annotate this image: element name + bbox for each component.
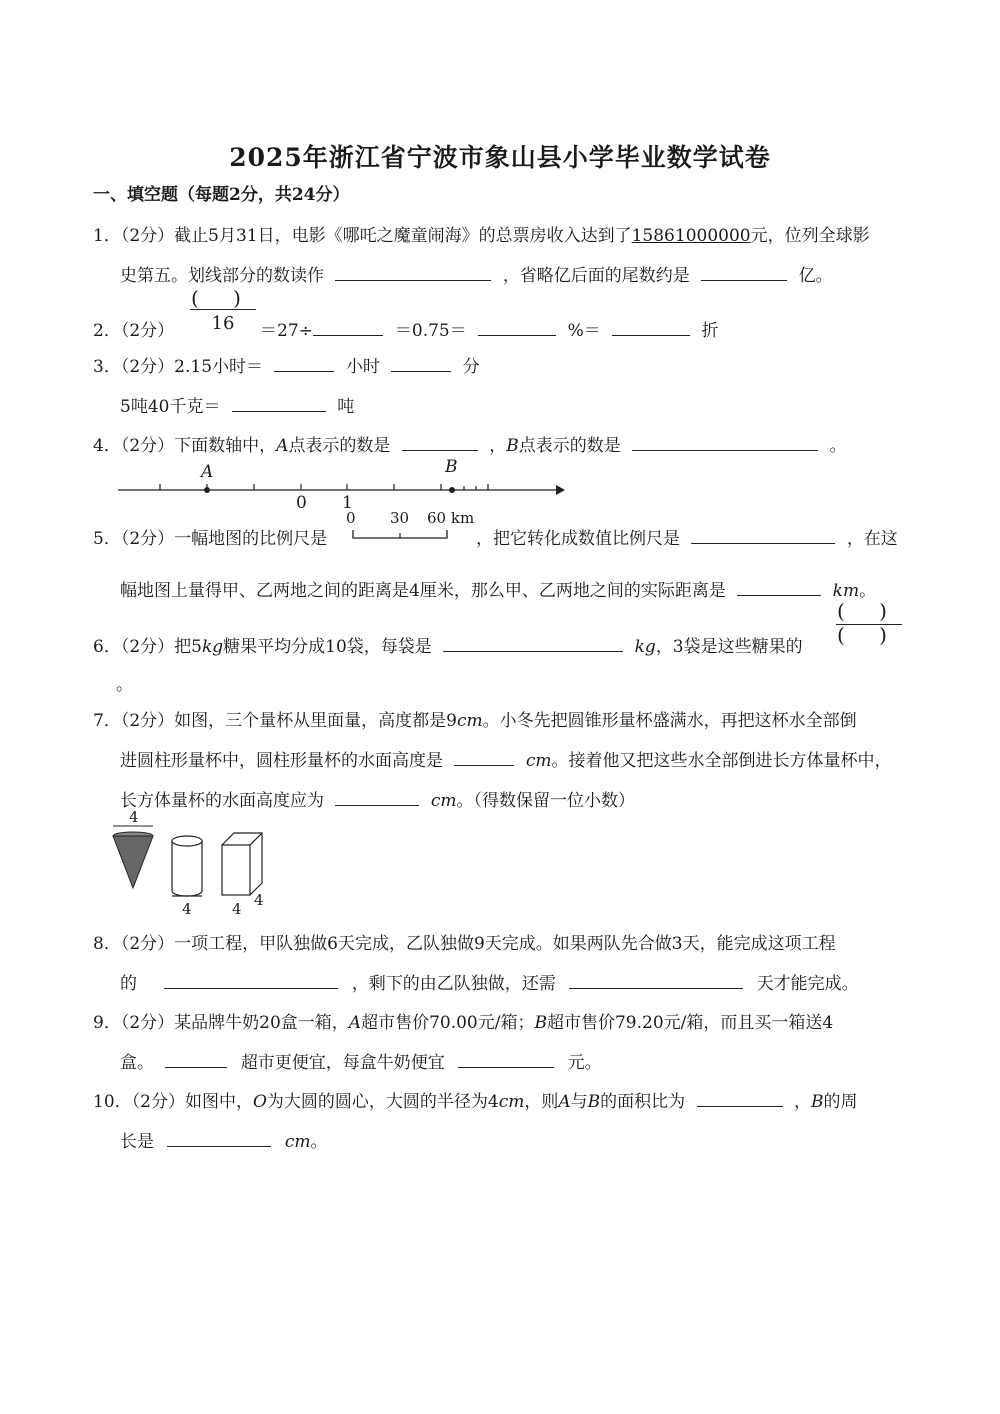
scale-label-30: 30 xyxy=(390,509,410,527)
question-8-line-2 xyxy=(120,969,859,994)
question-9-line-1 xyxy=(93,1008,833,1033)
q10-end: 。 xyxy=(310,1132,328,1152)
q7-score: （2分） xyxy=(120,711,175,731)
number-line-label-B: B xyxy=(445,457,458,477)
q6-paren-top: ( ) xyxy=(837,599,901,623)
q1-score: （2分） xyxy=(120,226,175,246)
cone-cup-figure xyxy=(113,826,153,888)
question-9-line-2 xyxy=(120,1048,602,1073)
q1-number: 1． xyxy=(93,226,121,246)
q9-number: 9． xyxy=(93,1013,121,1033)
q7-line2-a: 进圆柱形量杯中，圆柱形量杯的水面高度是 xyxy=(120,751,443,771)
cone-label: 4 xyxy=(129,808,139,826)
box-cup-figure xyxy=(222,833,262,895)
q3-text-c: 分 xyxy=(462,357,480,377)
q2-score: （2分） xyxy=(120,321,175,341)
question-10-line-2 xyxy=(120,1127,327,1152)
q10-line1-e: 的面积比为 xyxy=(600,1092,686,1112)
q5-end: 。 xyxy=(859,581,877,601)
q6-score: （2分） xyxy=(120,637,175,657)
box-label-depth: 4 xyxy=(254,891,264,909)
q5-score: （2分） xyxy=(120,529,175,549)
q4-number: 4． xyxy=(93,436,121,456)
q6-kg: kg xyxy=(201,637,224,657)
number-line-label-0: 0 xyxy=(296,493,307,513)
question-4: 4．（2分）下面数轴中，A点表示的数是 ，B点表示的数是 。 xyxy=(93,436,847,456)
q8-blank-2[interactable] xyxy=(569,974,743,989)
q7-line3-a: 长方体量杯的水面高度应为 xyxy=(120,791,324,811)
q5-line2-text: 幅地图上量得甲、乙两地之间的距离是4厘米，那么甲、乙两地之间的实际距离是 xyxy=(120,581,726,601)
q5-text-c: ，在这 xyxy=(846,529,898,549)
q10-blank-2[interactable] xyxy=(167,1132,271,1147)
q7-line3-b: 。（得数保留一位小数） xyxy=(456,791,635,811)
q10-cm: cm xyxy=(498,1092,525,1112)
q8-score: （2分） xyxy=(120,934,175,954)
q4-end: 。 xyxy=(829,436,847,456)
q8-line1: 一项工程，甲队独做6天完成，乙队独做9天完成。如果两队先合做3天，能完成这项工程 xyxy=(174,934,836,954)
q2-number: 2． xyxy=(93,321,121,341)
q9-B: B xyxy=(534,1013,547,1033)
q3-text-b: 小时 xyxy=(345,357,380,377)
q6-text-b: 糖果平均分成10袋，每袋是 xyxy=(223,637,432,657)
number-line-label-A: A xyxy=(201,462,214,482)
q3-text-a: 2.15小时＝ xyxy=(174,357,264,377)
q10-line1-d: 与 xyxy=(570,1092,588,1112)
cylinder-cup-figure xyxy=(172,836,202,896)
q1-line2-text: 史第五。划线部分的数读作 xyxy=(120,266,324,286)
q1-text: 截止5月31日，电影《哪吒之魔童闹海》的总票房收入达到了 xyxy=(174,226,632,246)
q8-number: 8． xyxy=(93,934,121,954)
q3-number: 3． xyxy=(93,357,121,377)
question-10-line-1 xyxy=(93,1087,857,1112)
q9-blank-1[interactable] xyxy=(165,1053,227,1068)
q5-text-a: 一幅地图的比例尺是 xyxy=(174,529,328,549)
q3-line2-text: 5吨40千克＝ xyxy=(120,397,221,417)
q10-B: B xyxy=(587,1092,601,1112)
q4-B: B xyxy=(506,436,519,456)
box-label-width: 4 xyxy=(232,900,242,918)
q8-line2-b: ，剩下的由乙队独做，还需 xyxy=(351,974,556,994)
q10-B2: B xyxy=(810,1092,824,1112)
q5-text-b: ，把它转化成数值比例尺是 xyxy=(476,529,680,549)
q9-line2-c: 元。 xyxy=(567,1053,602,1073)
q10-number: 10． xyxy=(93,1092,132,1112)
q9-line1-b: 超市售价70.00元/箱； xyxy=(361,1013,535,1033)
cylinder-label: 4 xyxy=(182,900,192,918)
q5-unit: km xyxy=(832,581,860,601)
q4-text-a: 下面数轴中， xyxy=(174,436,277,456)
q1-amount: 15861000000 xyxy=(631,226,751,246)
scale-label-0: 0 xyxy=(346,509,356,527)
q7-cm: cm xyxy=(456,711,483,731)
page-title: 2025年浙江省宁波市象山县小学毕业数学试卷 xyxy=(229,143,771,172)
q4-A: A xyxy=(276,436,289,456)
q6-end: 。 xyxy=(116,675,133,695)
scale-label-60: 60 km xyxy=(427,509,475,527)
q4-text-c: 点表示的数是 xyxy=(518,436,621,456)
q2-percent: %＝ xyxy=(567,321,601,341)
q6-paren-bottom: ( ) xyxy=(837,623,901,647)
q10-line1-c: ，则 xyxy=(524,1092,559,1112)
q6-text-c: ，3袋是这些糖果的 xyxy=(655,637,803,657)
q4-score: （2分） xyxy=(120,436,175,456)
q6-number: 6． xyxy=(93,637,121,657)
q1-line2-text-b: ，省略亿后面的尾数约是 xyxy=(502,266,690,286)
q2-zhe: 折 xyxy=(701,321,719,341)
q10-line1-b: 为大圆的圆心，大圆的半径为4 xyxy=(266,1092,499,1112)
q3-line2-unit: 吨 xyxy=(337,397,355,417)
q10-blank-1[interactable] xyxy=(697,1092,783,1107)
q7-line2-b: 。接着他又把这些水全部倒进长方体量杯中， xyxy=(551,751,892,771)
q7-line1-a: 如图，三个量杯从里面量，高度都是9 xyxy=(174,711,457,731)
q9-line1-a: 某品牌牛奶20盒一箱， xyxy=(174,1013,349,1033)
question-8-line-1 xyxy=(93,929,836,954)
q6-kg-2: kg xyxy=(634,637,656,657)
q10-line1-a: 如图中， xyxy=(184,1092,253,1112)
q1-line2-text-c: 亿。 xyxy=(798,266,833,286)
q10-O: O xyxy=(252,1092,267,1112)
q7-cm-2: cm xyxy=(525,751,552,771)
q9-score: （2分） xyxy=(120,1013,175,1033)
q9-line1-c: 超市售价79.20元/箱，而且买一箱送4 xyxy=(546,1013,834,1033)
q10-score: （2分） xyxy=(131,1092,185,1112)
number-line-label-1: 1 xyxy=(342,493,353,513)
q2-denominator: 16 xyxy=(211,313,235,334)
q10-line2-a: 长是 xyxy=(120,1132,154,1152)
q8-line2-c: 天才能完成。 xyxy=(756,974,859,994)
q7-cm-3: cm xyxy=(430,791,457,811)
q5-number: 5． xyxy=(93,529,121,549)
q6-text-a: 把5 xyxy=(174,637,202,657)
q2-paren: ( ) xyxy=(191,286,255,310)
q2-eq2: ＝0.75＝ xyxy=(394,321,467,341)
q10-line1-g: 的周 xyxy=(823,1092,858,1112)
q8-blank-1[interactable] xyxy=(164,974,338,989)
q9-A: A xyxy=(348,1013,362,1033)
q4-text-b: 点表示的数是 xyxy=(288,436,391,456)
q2-eq1: ＝27÷ xyxy=(260,321,313,341)
q10-cm-2: cm xyxy=(284,1132,311,1152)
section-heading: 一、填空题（每题2分，共24分） xyxy=(93,185,350,205)
q3-score: （2分） xyxy=(120,357,175,377)
q9-line2-b: 超市更便宜，每盒牛奶便宜 xyxy=(240,1053,445,1073)
q10-line1-f: ， xyxy=(793,1092,811,1112)
q1-text-b: 元，位列全球影 xyxy=(750,226,870,246)
q9-blank-2[interactable] xyxy=(458,1053,554,1068)
q9-line2-a: 盒。 xyxy=(120,1053,154,1073)
q10-A: A xyxy=(558,1092,571,1112)
q7-number: 7． xyxy=(93,711,121,731)
q8-line2-a: 的 xyxy=(120,974,137,994)
q7-line1-b: 。小冬先把圆锥形量杯盛满水，再把这杯水全部倒 xyxy=(482,711,857,731)
